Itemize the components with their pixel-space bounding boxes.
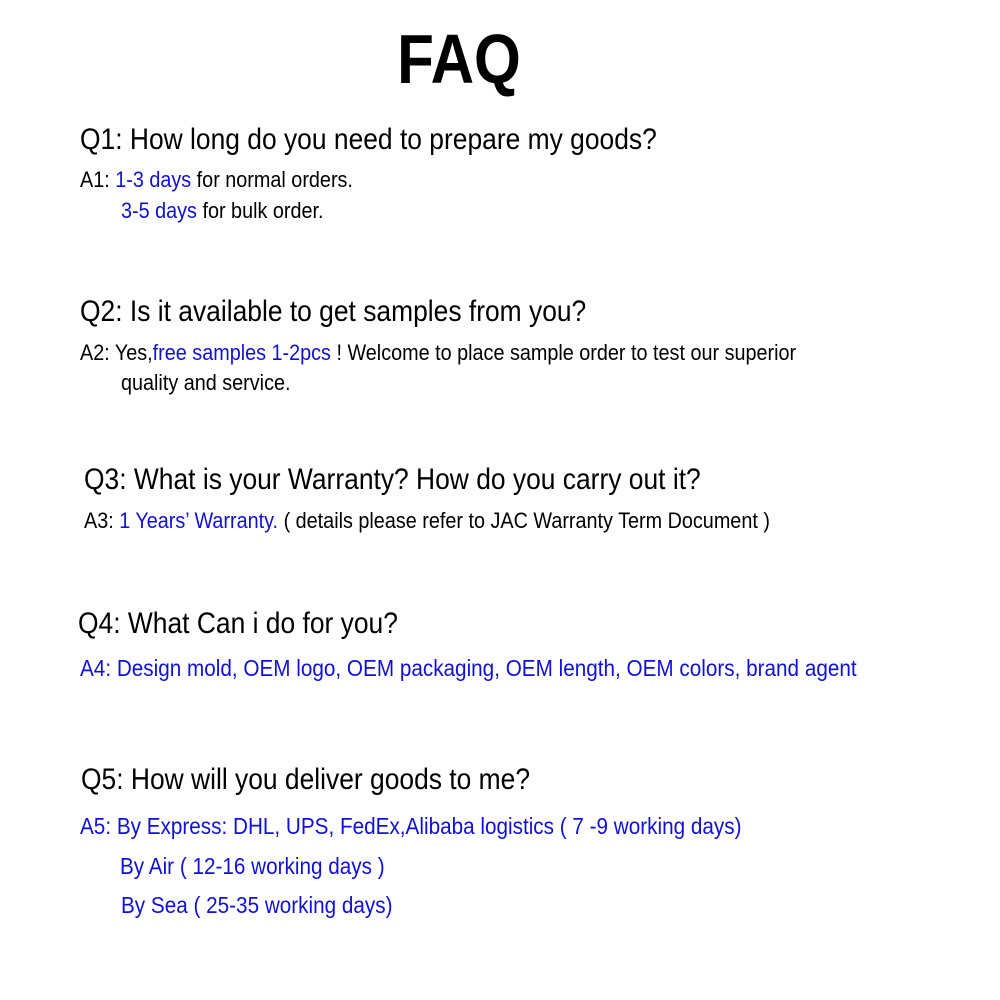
answer-3-label: A3:	[84, 508, 120, 533]
question-3: Q3: What is your Warranty? How do you carry out it?	[84, 463, 701, 496]
answer-4: A4: Design mold, OEM logo, OEM packaging, OEM length, OEM colors, brand agent	[80, 655, 857, 681]
question-4: Q4: What Can i do for you?	[78, 607, 398, 640]
answer-3-highlight: 1 Years’ Warranty.	[119, 508, 279, 533]
answer-3	[84, 507, 770, 535]
answer-5-line-2: By Air ( 12-16 working days )	[120, 853, 385, 879]
answer-1-highlight-2: 3-5 days	[121, 198, 197, 223]
answer-2-text: ! Welcome to place sample order to test our superior	[330, 340, 797, 365]
answer-2-line-2: quality and service.	[121, 370, 291, 395]
answer-1-label: A1:	[80, 167, 116, 192]
answer-2-label: A2: Yes,	[80, 340, 153, 365]
answer-2-highlight: free samples 1-2pcs	[152, 340, 331, 365]
question-1: Q1: How long do you need to prepare my goods?	[80, 123, 657, 156]
answer-2-line-1	[80, 339, 796, 367]
answer-1-line-1	[80, 166, 353, 194]
answer-1-highlight-1: 1-3 days	[115, 167, 192, 192]
answer-5-line-1: A5: By Express: DHL, UPS, FedEx,Alibaba logistics ( 7 -9 working days)	[80, 813, 742, 839]
answer-3-text: ( details please refer to JAC Warranty Term Document )	[278, 508, 770, 533]
question-5: Q5: How will you deliver goods to me?	[81, 763, 531, 796]
answer-1-text-1: for normal orders.	[191, 167, 353, 192]
answer-5-line-3: By Sea ( 25-35 working days)	[121, 892, 393, 918]
question-2: Q2: Is it available to get samples from you?	[80, 295, 587, 328]
answer-1-line-2	[121, 197, 324, 225]
answer-1-text-2: for bulk order.	[196, 198, 324, 223]
page-title: FAQ	[397, 20, 521, 98]
